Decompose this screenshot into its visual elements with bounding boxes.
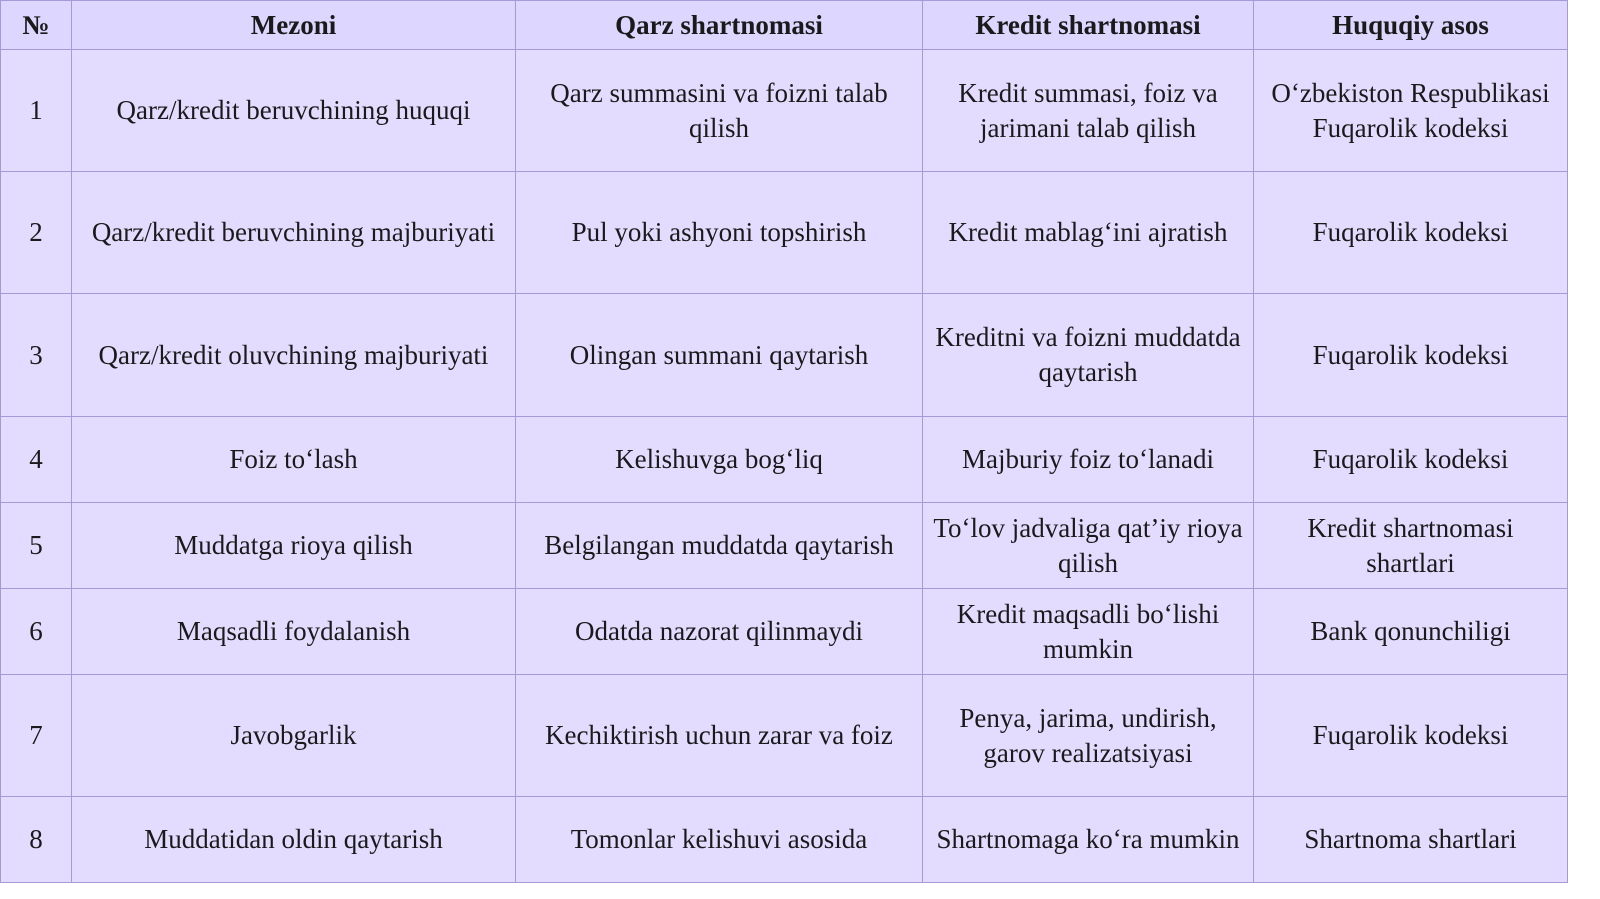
cell-loan: Qarz summasini va foizni talab qilish	[516, 50, 923, 172]
cell-number: 6	[1, 589, 72, 675]
cell-legal-basis: Shartnoma shartlari	[1254, 797, 1568, 883]
table-row	[1, 503, 1568, 589]
cell-credit: Kredit maqsadli bo‘lishi mumkin	[923, 589, 1254, 675]
cell-criterion: Muddatga rioya qilish	[72, 503, 516, 589]
table-row	[1, 417, 1568, 503]
table-row	[1, 675, 1568, 797]
header-legal-basis: Huquqiy asos	[1254, 1, 1568, 50]
cell-number: 7	[1, 675, 72, 797]
cell-number: 3	[1, 294, 72, 417]
cell-legal-basis: O‘zbekiston Respublikasi Fuqarolik kodeksi	[1254, 50, 1568, 172]
cell-criterion: Muddatidan oldin qaytarish	[72, 797, 516, 883]
cell-credit: To‘lov jadvaliga qat’iy rioya qilish	[923, 503, 1254, 589]
cell-loan: Odatda nazorat qilinmaydi	[516, 589, 923, 675]
cell-criterion: Qarz/kredit oluvchining majburiyati	[72, 294, 516, 417]
cell-credit: Kredit mablag‘ini ajratish	[923, 172, 1254, 294]
table-row	[1, 172, 1568, 294]
table-row	[1, 797, 1568, 883]
cell-number: 4	[1, 417, 72, 503]
cell-criterion: Javobgarlik	[72, 675, 516, 797]
cell-number: 2	[1, 172, 72, 294]
header-loan-agreement: Qarz shartnomasi	[516, 1, 923, 50]
cell-loan: Olingan summani qaytarish	[516, 294, 923, 417]
cell-number: 1	[1, 50, 72, 172]
cell-number: 5	[1, 503, 72, 589]
cell-loan: Kelishuvga bog‘liq	[516, 417, 923, 503]
cell-loan: Pul yoki ashyoni topshirish	[516, 172, 923, 294]
cell-loan: Kechiktirish uchun zarar va foiz	[516, 675, 923, 797]
cell-legal-basis: Fuqarolik kodeksi	[1254, 417, 1568, 503]
cell-criterion: Qarz/kredit beruvchining majburiyati	[72, 172, 516, 294]
cell-legal-basis: Fuqarolik kodeksi	[1254, 675, 1568, 797]
cell-credit: Kreditni va foizni muddatda qaytarish	[923, 294, 1254, 417]
cell-criterion: Maqsadli foydalanish	[72, 589, 516, 675]
table-row	[1, 294, 1568, 417]
cell-legal-basis: Kredit shartnomasi shartlari	[1254, 503, 1568, 589]
header-number: №	[1, 1, 72, 50]
cell-credit: Shartnomaga ko‘ra mumkin	[923, 797, 1254, 883]
cell-credit: Penya, jarima, undirish, garov realizatsiyasi	[923, 675, 1254, 797]
header-credit-agreement: Kredit shartnomasi	[923, 1, 1254, 50]
cell-credit: Majburiy foiz to‘lanadi	[923, 417, 1254, 503]
header-criterion: Mezoni	[72, 1, 516, 50]
table-row	[1, 50, 1568, 172]
cell-legal-basis: Fuqarolik kodeksi	[1254, 172, 1568, 294]
cell-criterion: Foiz to‘lash	[72, 417, 516, 503]
cell-loan: Tomonlar kelishuvi asosida	[516, 797, 923, 883]
cell-criterion: Qarz/kredit beruvchining huquqi	[72, 50, 516, 172]
cell-loan: Belgilangan muddatda qaytarish	[516, 503, 923, 589]
cell-number: 8	[1, 797, 72, 883]
table-header-row	[1, 1, 1568, 50]
cell-legal-basis: Bank qonunchiligi	[1254, 589, 1568, 675]
table-row	[1, 589, 1568, 675]
cell-legal-basis: Fuqarolik kodeksi	[1254, 294, 1568, 417]
cell-credit: Kredit summasi, foiz va jarimani talab qilish	[923, 50, 1254, 172]
